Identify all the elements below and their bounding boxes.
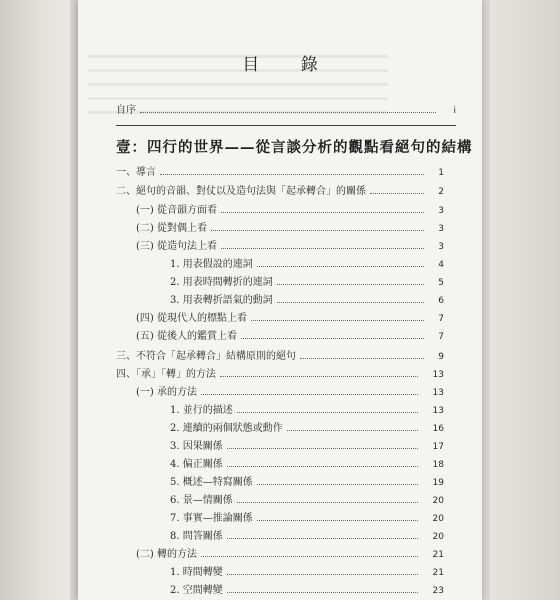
toc-entry: 1. 時間轉變 21 xyxy=(170,567,444,578)
toc-entry: 2. 用表時間轉折的連詞 5 xyxy=(170,277,444,288)
toc-entry: (二) 從對偶上看 3 xyxy=(136,223,444,234)
toc-entry: 3. 用表轉折語氣的動詞 6 xyxy=(170,295,444,306)
toc-entry: 三、不符合「起承轉合」結構原則的絕句 9 xyxy=(116,351,444,362)
background-left-page xyxy=(0,0,70,600)
toc-label: 自序 xyxy=(116,105,136,116)
toc-page-number: i xyxy=(453,106,456,116)
book-page xyxy=(78,0,482,600)
toc-entry: 3. 因果關係 17 xyxy=(170,441,444,452)
toc-entry: (四) 從現代人的標點上看 7 xyxy=(136,313,444,324)
toc-title: 目 錄 xyxy=(242,55,336,75)
toc-entry: (二) 轉的方法 21 xyxy=(136,549,444,560)
toc-entry: (一) 從音韻方面看 3 xyxy=(136,205,444,216)
toc-entry: 2. 空間轉變 23 xyxy=(170,585,444,596)
chapter-heading: 壹：四行的世界——從言談分析的觀點看絕句的結構 xyxy=(116,139,473,156)
toc-entry-preface xyxy=(116,100,456,116)
toc-entry: (五) 從後人的鑑賞上看 7 xyxy=(136,331,444,342)
toc-entry: (三) 從造句法上看 3 xyxy=(136,241,444,252)
toc-entry: 8. 問答關係 20 xyxy=(170,531,444,542)
toc-entry: 2. 連續的兩個狀態或動作 16 xyxy=(170,423,444,434)
toc-entry: 1. 並行的描述 13 xyxy=(170,405,444,416)
toc-entry: 7. 事實—推論關係 20 xyxy=(170,513,444,524)
toc-entry: 四、「承」「轉」的方法 13 xyxy=(116,369,444,380)
toc-entry: 5. 概述—特寫關係 19 xyxy=(170,477,444,488)
leader-dots xyxy=(140,112,436,113)
toc-entry: 6. 景—情關係 20 xyxy=(170,495,444,506)
toc-entry: (一) 承的方法 13 xyxy=(136,387,444,398)
background-right-page xyxy=(490,0,560,600)
toc-entry: 1. 用表假設的連詞 4 xyxy=(170,259,444,270)
toc-entry: 一、導言 1 xyxy=(116,167,444,178)
toc-entry: 4. 偏正關係 18 xyxy=(170,459,444,470)
toc-entry: 二、絕句的音韻、對仗以及造句法與「起承轉合」的關係 2 xyxy=(116,186,444,197)
divider xyxy=(116,125,456,126)
